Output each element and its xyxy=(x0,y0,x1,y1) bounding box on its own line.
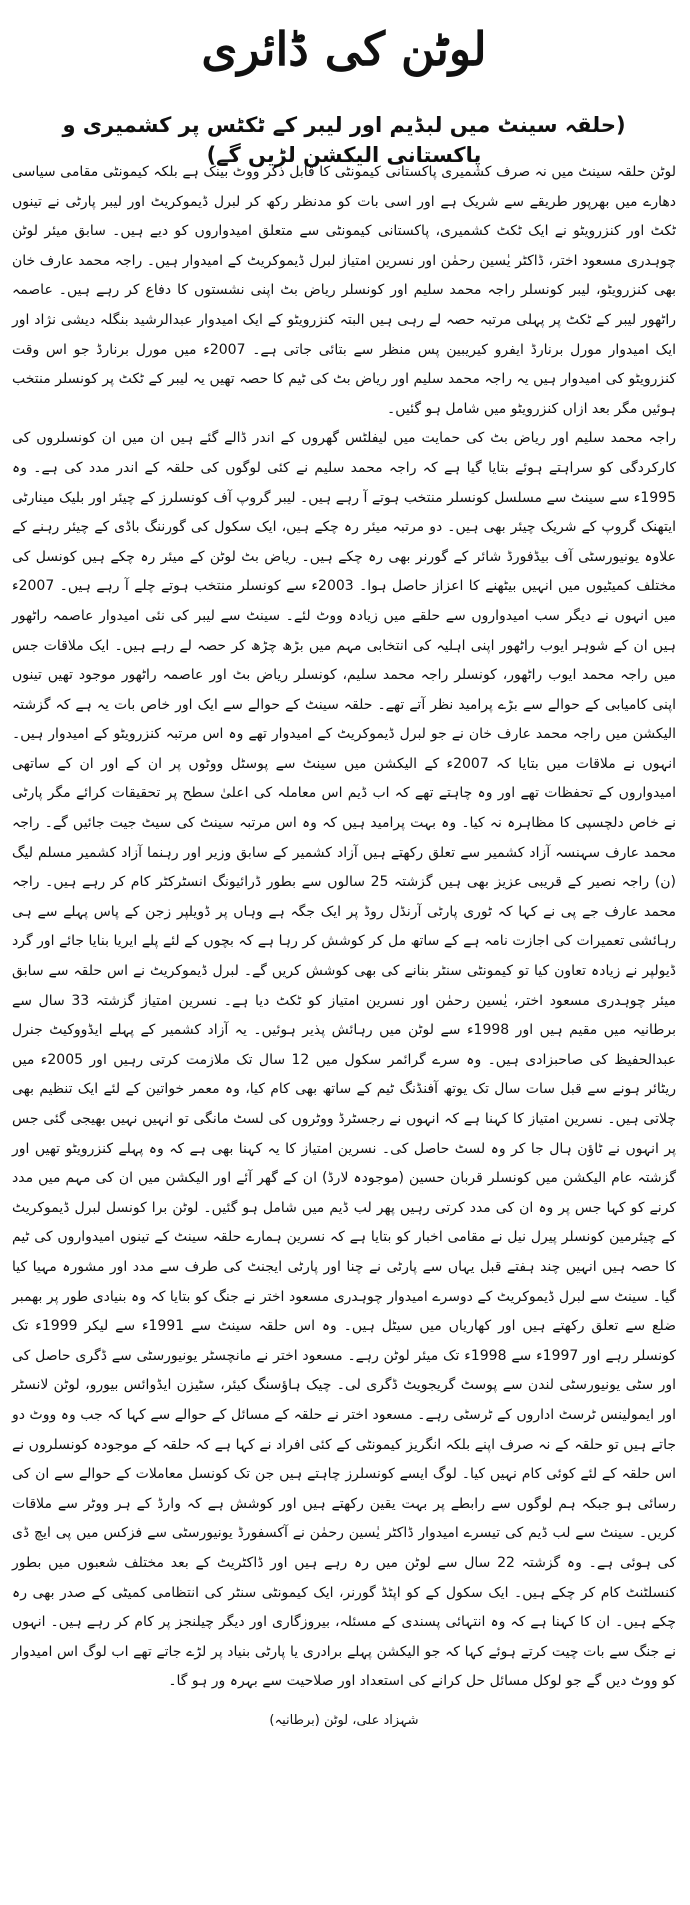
newspaper-page xyxy=(0,16,690,1905)
article-byline: شہزاد علی، لوٹن (برطانیہ) xyxy=(269,1712,419,1728)
article-title: لوٹن کی ڈائری xyxy=(201,22,487,76)
article-paragraph: راجہ محمد سلیم اور ریاض بٹ کی حمایت میں لیفلٹس گھروں کے اندر ڈالے گئے ہیں ان میں ان کونسلروں کی کارکردگی کو سراہتے ہوئے بتایا گیا ہے کہ راجہ محمد سلیم نے کئی لوگوں کی حلقہ کے اندر مدد کی ہے۔ وہ 1995ء سے سینٹ سے مسلسل کونسلر منتخب ہوتے آ رہے ہیں۔ لیبر گروپ آف کونسلرز کے چیئر اور بلیک مینارٹی ایتھنک گروپ کے شریک چیئر بھی ہیں۔ دو مرتبہ میئر رہ چکے ہیں، ایک سکول کی گورننگ باڈی کے چیئر رہنے کے علاوہ یونیورسٹی آف بیڈفورڈ شائر کے گورنر بھی رہ چکے ہیں۔ ریاض بٹ لوٹن کے میئر رہ چکے ہیں کونسل کی مختلف کمیٹیوں میں انہیں بیٹھنے کا اعزاز حاصل ہوا۔ 2003ء سے کونسلر منتخب ہوتے چلے آ رہے ہیں۔ 2007ء میں انہوں نے دیگر سب امیدواروں سے حلقے میں زیادہ ووٹ لئے۔ سینٹ سے لیبر کی نئی امیدوار عاصمہ راٹھور ہیں ان کے شوہر ایوب راٹھور اپنی اہلیہ کی انتخابی مہم میں بڑھ چڑھ کر حصہ لے رہے ہیں۔ ایک ملاقات جس میں راجہ محمد ایوب راٹھور، کونسلر راجہ محمد سلیم، کونسلر ریاض بٹ اور عاصمہ راٹھور موجود تھیں تینوں اپنی کامیابی کے حوالے سے بڑے پرامید نظر آتے تھے۔ حلقہ سینٹ کے حوالے سے ایک اور خاص بات یہ ہے کہ گزشتہ الیکشن میں راجہ محمد عارف خان نے جو لبرل ڈیموکریٹ کے امیدوار تھے وہ اس مرتبہ کنزرویٹو کے امیدوار ہیں۔ انہوں نے ملاقات میں بتایا کہ 2007ء کے الیکشن میں سینٹ سے پوسٹل ووٹوں پر ان کے اور ان کے ساتھی امیدواروں کے تحفظات تھے اور وہ چاہتے تھے کہ اب ڈیم اس معاملہ کی اعلیٰ سطح پر تحقیقات کرائے مگر پارٹی نے خاص دلچسپی کا مظاہرہ نہ کیا۔ وہ بہت پرامید ہیں کہ وہ اس مرتبہ سینٹ کی سیٹ جیت جائیں گے۔ راجہ محمد عارف سہنسہ آزاد کشمیر سے تعلق رکھتے ہیں آزاد کشمیر کے سابق وزیر اور رہنما آزاد کشمیر مسلم لیگ (ن) راجہ نصیر کے قریبی عزیز بھی ہیں گزشتہ 25 سالوں سے بطور ڈرائیونگ انسٹرکٹر کام کر رہے ہیں۔ راجہ محمد عارف جے پی نے کہا کہ ٹوری پارٹی آرنڈل روڈ پر ایک جگہ ہے وہاں پر ڈویلپر زجن کے پاس پہلے سے ہی رہائشی تعمیرات کی اجازت نامہ ہے کے ساتھ مل کر کوشش کر رہا ہے کہ بچوں کے لئے پلے ایریا بنایا جائے اور گرد ڈیولپر نے زیادہ تعاون کیا تو کیمونٹی سنٹر بنانے کی بھی کوشش کریں گے۔ لبرل ڈیموکریٹ نے اس حلقہ سے سابق میئر چوہدری مسعود اختر، یٰسین رحمٰن اور نسرین امتیاز کو ٹکٹ دیا ہے۔ نسرین امتیاز گزشتہ 33 سال سے برطانیہ میں مقیم ہیں اور 1998ء سے لوٹن میں رہائش پذیر ہوئیں۔ یہ آزاد کشمیر کے پہلے ایڈووکیٹ جنرل عبدالحفیظ کی صاحبزادی ہیں۔ وہ سرے گرائمر سکول میں 12 سال تک ملازمت کرتی رہیں اور 2005ء میں ریٹائر ہونے سے قبل سات سال تک یوتھ آفنڈنگ ٹیم کے ساتھ بھی کام کیا، وہ معمر خواتین کے لئے ایک تنظیم بھی چلاتی ہیں۔ نسرین امتیاز کا کہنا ہے کہ انہوں نے رجسٹرڈ ووٹروں کی لسٹ مانگی تو انہیں نہیں بھیجی گئی جس پر انہوں نے ٹاؤن ہال جا کر وہ لسٹ حاصل کی۔ نسرین امتیاز کا یہ کہنا بھی ہے کہ وہ پہلے کنزرویٹو تھیں اور گزشتہ عام الیکشن میں کونسلر قربان حسین (موجودہ لارڈ) ان کے گھر آئے اور الیکشن میں ان کی مہم میں مدد کرنے کو کہا جس پر وہ ان کی مدد کرتی رہیں پھر لب ڈیم میں شامل ہو گئیں۔ لوٹن برا کونسل لبرل ڈیموکریٹ کے چیئرمین کونسلر پیرل نیل نے مقامی اخبار کو بتایا ہے کہ نسرین ہمارے حلقہ سینٹ کے تینوں امیدواروں کی ٹیم کا حصہ ہیں انہیں چند ہفتے قبل یہاں سے پارٹی نے چنا اور پارٹی ایجنٹ کی طرف سے مدد اور مشورہ مہیا کیا گیا۔ سینٹ سے لبرل ڈیموکریٹ کے دوسرے امیدوار چوہدری مسعود اختر نے جنگ کو بتایا کہ وہ بنیادی طور پر بھمبر ضلع سے تعلق رکھتے ہیں اور کھاریاں میں سیٹل ہیں۔ وہ اس حلقہ سینٹ سے 1991ء سے لیکر 1999ء تک کونسلر رہے اور 1997ء سے 1998ء تک میئر لوٹن رہے۔ مسعود اختر نے مانچسٹر یونیورسٹی سے ڈگری حاصل کی اور سٹی یونیورسٹی لندن سے پوسٹ گریجویٹ ڈگری لی۔ چیک ہاؤسنگ کیئر، سٹیزن ایڈوائس بیورو، لوٹن لانسٹر اور ایمولینس ٹرسٹ اداروں کے ٹرسٹی رہے۔ مسعود اختر نے حلقہ کے مسائل کے حوالے سے کہا کہ جب وہ ووٹ دو جاتے ہیں تو حلقہ کے نہ صرف اپنے بلکہ انگریز کیمونٹی کے کئی افراد نے کہا ہے کہ حلقہ کے موجودہ کونسلروں نے اس حلقہ کے لئے کوئی کام نہیں کیا۔ لوگ ایسے کونسلرز چاہتے ہیں جن تک کونسل معاملات کے حوالے سے ان کی رسائی ہو جبکہ ہم لوگوں سے رابطے پر بہت یقین رکھتے ہیں اور کوشش ہے کہ وارڈ کے ہر ووٹر سے ملاقات کریں۔ سینٹ سے لب ڈیم کی تیسرے امیدوار ڈاکٹر یٰسین رحمٰن نے آکسفورڈ یونیورسٹی سے فزکس میں پی ایچ ڈی کی ہوئی ہے۔ وہ گزشتہ 22 سال سے لوٹن میں رہ رہے ہیں اور ڈاکٹریٹ کے بعد مختلف شعبوں میں بطور کنسلٹنٹ کام کر چکے ہیں۔ ایک سکول کے کو اپٹڈ گورنر، ایک کیمونٹی سنٹر کی انتظامی کمیٹی کے صدر بھی رہ چکے ہیں۔ ان کا کہنا ہے کہ وہ انتہائی پسندی کے مسئلہ، بیروزگاری اور دیگر چیلنجز پر کام کر رہے ہیں۔ انہوں نے جنگ سے بات چیت کرتے ہوئے کہا کہ جو الیکشن پہلے برادری یا پارٹی بنیاد پر لڑے جاتے تھے اب لوگ اس امیدوار کو ووٹ دیں گے جو لوکل مسائل حل کرانے کی استعداد اور صلاحیت سے بہرہ ور ہو گا۔ xyxy=(12,430,677,1690)
article-subtitle: (حلقہ سینٹ میں لبڈیم اور لیبر کے ٹکٹس پر کشمیری و پاکستانی الیکشن لڑیں گے) xyxy=(62,113,626,167)
article-paragraph: لوٹن حلقہ سینٹ میں نہ صرف کشمیری پاکستانی کیمونٹی کا قابل ذکر ووٹ بینک ہے بلکہ کیمونٹی مقامی سیاسی دھارے میں بھرپور طریقے سے شریک ہے اور اسی بات کو مدنظر رکھ کر لبرل ڈیموکریٹ اور لیبر پارٹی نے تینوں ٹکٹ اور کنزرویٹو نے ایک ٹکٹ کشمیری، پاکستانی کیمونٹی سے متعلق امیدواروں کو دیے ہیں۔ سابق میئر لوٹن چوہدری مسعود اختر، ڈاکٹر یٰسین رحمٰن اور نسرین امتیاز لبرل ڈیموکریٹ کے امیدوار ہیں۔ راجہ محمد عارف خان بھی کنزرویٹو، لیبر کونسلر راجہ محمد سلیم اور کونسلر ریاض بٹ اپنی نشستوں کا دفاع کر رہے ہیں۔ عاصمہ راٹھور لیبر کے ٹکٹ پر پہلی مرتبہ حصہ لے رہی ہیں البتہ کنزرویٹو کے ایک امیدوار عبدالرشید بنگلہ دیشی نژاد اور ایک امیدوار مورل برنارڈ ایفرو کیریبین پس منظر سے بتائی جاتی ہے۔ 2007ء میں مورل برنارڈ جو اس وقت کنزرویٹو کی امیدوار ہیں یہ راجہ محمد سلیم اور ریاض بٹ کی ٹیم کا حصہ تھیں یہ لیبر کے ٹکٹ پر کونسلر منتخب ہوئیں مگر بعد ازاں کنزرویٹو میں شامل ہو گئیں۔ xyxy=(12,164,676,417)
article-body xyxy=(12,158,676,1697)
